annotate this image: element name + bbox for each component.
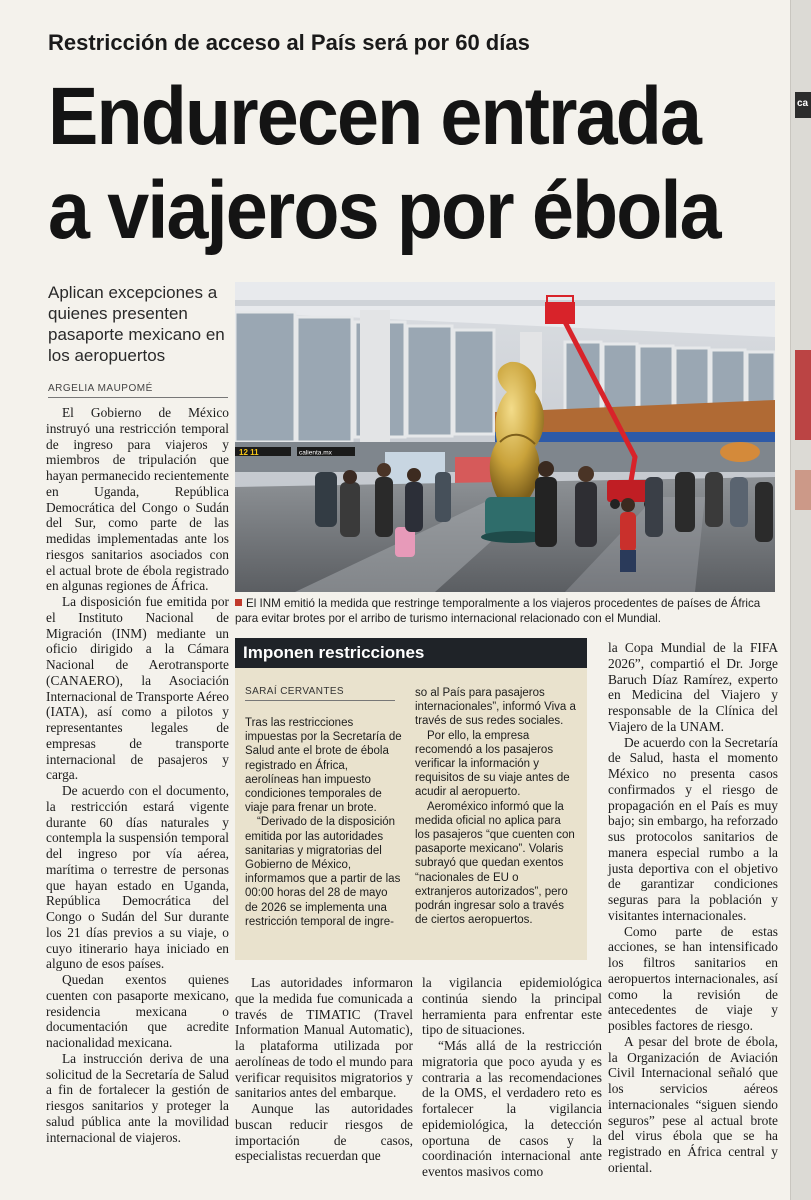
headline-line-2: a viajeros por ébola (48, 165, 720, 256)
sidebar-column-1 (245, 716, 403, 929)
paragraph: Quedan exentos quienes cuenten con pasaporte mexicano, residencia mexicana o documentación que acredite nacionalidad mexicana. (46, 972, 229, 1050)
airport-photo (235, 282, 775, 592)
photo-caption (235, 596, 785, 626)
paragraph: La instrucción deriva de una solicitud de la Secretaría de Salud a fin de fortalecer la gestión de riesgos sanitarios y proteger la salud pública ante la movilidad internacional de viajeros. (46, 1050, 229, 1145)
sidebar-column-2 (415, 686, 577, 927)
paragraph: La disposición fue emitida por el Instituto Nacional de Migración (INM) mediante un oficio dirigido a la Cámara Nacional de Aerotransporte (CANAERO), la Asociación Internacional de Transporte Aéreo (IATA), así como a pilotos y representantes legales de empresas de transporte internacional de pasajeros y carga. (46, 594, 229, 783)
paragraph: “Más allá de la restricción migratoria que poco ayuda y es contraria a las recomendaciones de la OMS, el verdadero reto es fortalecer la vigilancia epidemiológica, la detección oportuna de casos y la coordinación internacional ante eventos masivos como (422, 1038, 602, 1179)
sidebar-paragraph: Tras las restricciones impuestas por la Secretaría de Salud ante el brote de ébola registrado en África, aerolíneas han impuesto condiciones temporales de viaje para frenar un brote. (245, 717, 402, 815)
paragraph: Las autoridades informaron que la medida fue comunicada a través de TIMATIC (Travel Information Manual Automatic), la plataforma utilizada por aerolíneas de todo el mundo para verificar requisitos migratorios y sanitarios antes del embarque. (235, 975, 413, 1101)
sidebar-title: Imponen restricciones (235, 638, 587, 668)
gate-sign: 12 11 (239, 448, 259, 457)
paragraph: El Gobierno de México instruyó una restricción temporal de ingreso para viajeros y miembros de tripulación que hayan permanecido recientemente en Uganda, República Democrática del Congo o Sudán del Sur, como parte de las medidas implementadas ante los riesgos sanitarios asociados con el actual brote de ébola registrado en algunas regiones de África. (46, 405, 229, 594)
sidebar-paragraph: Aeroméxico informó que la medida oficial no aplica para los pasajeros “que cuenten con pasaporte mexicano”. Volaris subrayó que quedan exentos “nacionales de EU o extranjeros autorizados”, pero podrán ingresar solo a través de ciertos aeropuertos. (415, 800, 575, 927)
headline-line-1: Endurecen entrada (48, 71, 701, 162)
article-column-2-lower (235, 975, 413, 1164)
sidebar-paragraph: “Derivado de la disposición emitida por las autoridades sanitarias y migratorias del Gobierno de México, informamos que a partir de las 00:00 horas del 28 de mayo de 2026 se implementa una restricción temporal de ingre- (245, 816, 401, 928)
byline-rule (48, 397, 228, 398)
adjacent-page-image (795, 470, 811, 510)
paragraph: Aunque las autoridades buscan reducir riesgos de importación de casos, especialistas recuerdan que (235, 1101, 413, 1164)
kicker: Restricción de acceso al País será por 60 días (48, 30, 530, 55)
article-column-3-lower (422, 975, 602, 1180)
airline-sign: calienta.mx (299, 449, 332, 457)
adjacent-page-edge (790, 0, 811, 1200)
adjacent-page-tab: ca (795, 92, 811, 118)
headline (48, 70, 729, 258)
sidebar-byline: SARAÍ CERVANTES (245, 686, 344, 697)
byline: ARGELIA MAUPOMÉ (48, 383, 153, 394)
sidebar-paragraph: Por ello, la empresa recomendó a los pasajeros verificar la información y requisitos de su viaje antes de acudir al aeropuerto. (415, 729, 570, 799)
article-column-4 (608, 640, 778, 1176)
caption-marker (235, 599, 242, 606)
caption-text: El INM emitió la medida que restringe temporalmente a los viajeros procedentes de países de África para evitar brotes por el arribo de turismo internacional relacionado con el Mundial. (235, 597, 761, 625)
airport-terminal-illustration (235, 282, 775, 592)
paragraph: De acuerdo con el documento, la restricción estará vigente durante 60 días naturales y contempla la suspensión temporal del ingreso por vía aérea, marítima o terrestre de personas que hayan estado en Uganda, República Democrática del Congo o Sudán del Sur durante los 21 días previos a su viaje, o cuyo itinerario haya iniciado en alguno de esos países. (46, 783, 229, 972)
paragraph: De acuerdo con la Secretaría de Salud, hasta el momento México no presenta casos confirmados y el riesgo de propagación en el País es muy bajo; sin embargo, ha reforzado sus protocolos sanitarios de manera especial rumbo a la justa deportiva con el objetivo de garantizar condiciones seguras para la población y visitantes internacionales. (608, 734, 778, 923)
paragraph: la Copa Mundial de la FIFA 2026”, compartió el Dr. Jorge Baruch Díaz Ramírez, experto en Medicina del Viajero y responsable de la Clínica del Viajero de la UNAM. (608, 640, 778, 734)
deck: Aplican excepciones a quienes presenten pasaporte mexicano en los aeropuertos (48, 283, 225, 365)
sidebar-paragraph: so al País para pasajeros internacionales”, informó Viva a través de sus redes sociales. (415, 687, 576, 728)
article-column-1 (46, 405, 229, 1145)
paragraph: la vigilancia epidemiológica continúa siendo la principal herramienta para enfrentar este tipo de situaciones. (422, 975, 602, 1038)
paragraph: A pesar del brote de ébola, la Organización de Aviación Civil Internacional señaló que los servicios aéreos internacionales “siguen siendo seguros” pese al actual brote del virus ébola que se ha registrado en África central y oriental. (608, 1033, 778, 1175)
paragraph: Como parte de estas acciones, se han intensificado los filtros sanitarios en aeropuertos internacionales, así como la revisión de antecedentes de viaje y posibles factores de riesgo. (608, 923, 778, 1033)
sidebar-box (235, 638, 587, 960)
sidebar-byline-rule (245, 700, 395, 701)
adjacent-page-image (795, 350, 811, 440)
